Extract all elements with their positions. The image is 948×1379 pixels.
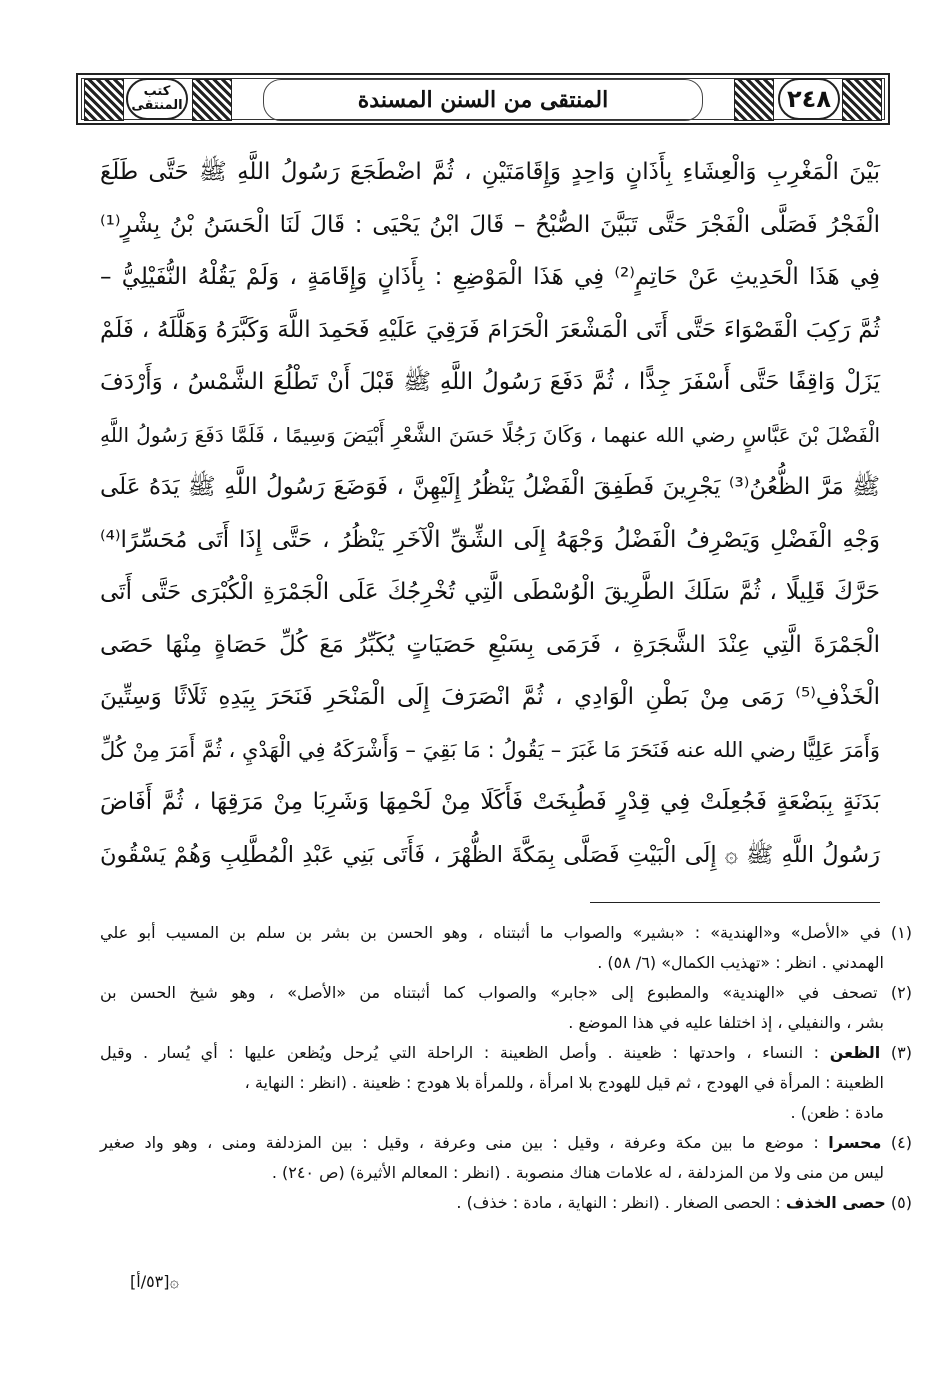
text-line — [100, 776, 880, 829]
footnote-text: : الحصى الصغار . (انظر : النهاية ، مادة : خذف) . — [456, 1193, 781, 1212]
running-header — [76, 73, 890, 125]
text-line-content: الْخَذْفِ⁽⁵⁾ رَمَى مِنْ بَطْنِ الْوَادِي ، ثُمَّ انْصَرَفَ إِلَى الْمَنْحَرِ فَنَحَرَ بِيَدِهِ ثَلَاثًا وَسِتِّينَ — [100, 684, 880, 710]
text-line-content: ﷺ مَرَّ الظُّعُنُ⁽³⁾ يَجْرِينَ فَطَفِقَ الْفَضْلُ يَنْظُرُ إِلَيْهِنَّ ، فَوَضَعَ رَسُولُ اللَّهِ ﷺ يَدَهُ عَلَى — [100, 474, 880, 500]
footnote-number: (٣) — [890, 1043, 912, 1062]
ornament-left-inner — [192, 79, 232, 121]
text-line-content: ثُمَّ رَكِبَ الْقَصْوَاءَ حَتَّى أَتَى الْمَشْعَرَ الْحَرَامَ فَرَقِيَ عَلَيْهِ فَحَمِدَ اللَّهَ وَكَبَّرَهُ وَهَلَّلَهُ ، فَلَمْ — [100, 316, 880, 343]
footnote-term: محسرا — [828, 1133, 882, 1152]
footnote-text: الظعينة : المرأة في الهودج ، ثم قيل للهودج بلا امرأة ، وللمرأة بلا هودج : ظعينة . (انظر : النهاية ، — [244, 1073, 884, 1092]
footnote-text: : موضع ما بين مكة وعرفة ، وقيل : بين منى وعرفة ، وقيل : بين المزدلفة ومنى ، وهو واد صغير — [100, 1133, 819, 1152]
ornament-right-inner — [734, 79, 774, 121]
footnote-line — [100, 1128, 912, 1158]
footnote-text: ليس من منى ولا من المزدلفة ، له علامات هناك منصوبة . (انظر : المعالم الأثيرة) (ص ٢٤٠) . — [271, 1163, 884, 1182]
text-line-content: وَأَمَرَ عَلِيًّا رضي الله عنه فَنَحَرَ مَا غَبَرَ – يَقُولُ : مَا بَقِيَ – وَأَشْرَكَهُ فِي الْهَدْيِ ، ثُمَّ أَمَرَ مِنْ كُلِّ — [100, 737, 880, 762]
main-text — [100, 146, 880, 881]
footnotes — [100, 918, 912, 1218]
page-number-cartouche — [778, 78, 840, 120]
page-number: ٢٤٨ — [787, 85, 831, 113]
logo-cartouche — [126, 78, 188, 120]
text-line-content: الْفَضْلَ بْنَ عَبَّاسٍ رضي الله عنهما ، وَكَانَ رَجُلًا حَسَنَ الشَّعْرِ أَبْيَضَ وَسِيمًا ، فَلَمَّا دَفَعَ رَسُولُ اللَّهِ — [100, 422, 880, 447]
footnote-line — [100, 1158, 912, 1188]
footnote-text: الهمدني . انظر : «تهذيب الكمال» (٦/ ٥٨) . — [597, 953, 884, 972]
footnote-line — [100, 1188, 912, 1218]
text-line-content: الْجَمْرَةَ الَّتِي عِنْدَ الشَّجَرَةِ ، فَرَمَى بِسَبْعِ حَصَيَاتٍ يُكَبِّرُ مَعَ كُلِّ حَصَاةٍ مِنْهَا حَصَى — [100, 631, 880, 658]
footnote-line — [100, 978, 912, 1008]
text-line — [100, 146, 880, 199]
footnote-text: مادة : ظعن) . — [790, 1103, 884, 1122]
footnote-line — [100, 948, 912, 978]
text-line-content: رَسُولُ اللَّهِ ﷺ ۞ إِلَى الْبَيْتِ فَصَلَّى بِمَكَّةَ الظُّهْرَ ، فَأَتَى بَنِي عَبْدِ الْمُطَّلِبِ وَهُمْ يَسْقُونَ — [100, 841, 880, 868]
footnote-number: (٥) — [890, 1193, 912, 1212]
text-line — [100, 724, 880, 777]
text-line — [100, 514, 880, 567]
footnote-text: تصحف في «الهندية» والمطبوع إلى «جابر» والصواب كما أثبتناه من «الأصل» ، وهو شيخ الحسن بن — [100, 983, 878, 1002]
ornament-right — [842, 79, 882, 121]
footnote-line — [100, 1068, 912, 1098]
text-line-content: الْفَجْرُ فَصَلَّى الْفَجْرَ حَتَّى تَبَيَّنَ الصُّبْحُ – قَالَ ابْنُ يَحْيَى : قَالَ لَنَا الْحَسَنُ بْنُ بِشْرٍ⁽¹⁾ — [100, 211, 880, 238]
footnote-line — [100, 1008, 912, 1038]
text-line — [100, 356, 880, 409]
text-line-content: يَزَلْ وَاقِفًا حَتَّى أَسْفَرَ جِدًّا ، ثُمَّ دَفَعَ رَسُولُ اللَّهِ ﷺ قَبْلَ أَنْ تَطْلُعَ الشَّمْسُ ، وَأَرْدَفَ — [100, 369, 880, 395]
ornament-left — [84, 79, 124, 121]
book-title: المنتقى من السنن المسندة — [263, 79, 703, 121]
text-line — [100, 409, 880, 462]
footnote-line — [100, 1038, 912, 1068]
footnote-text: : النساء ، واحدتها : ظعينة . وأصل الظعينة : الراحلة التي يُرحل ويُظعن عليها : أي يُسار . وقيل — [100, 1043, 820, 1062]
text-line — [100, 566, 880, 619]
text-line — [100, 304, 880, 357]
footnote-term: الظعن — [829, 1043, 881, 1062]
publisher-logo: كتب المنتقى — [131, 84, 183, 113]
footnote-term: حصى الخذف — [785, 1193, 886, 1212]
text-line — [100, 619, 880, 672]
text-line — [100, 829, 880, 882]
footnote-number: (٢) — [890, 983, 912, 1002]
manuscript-folio-marker: ۞[٥٣/أ] — [130, 1272, 179, 1291]
footnote-divider — [590, 902, 880, 903]
text-line-content: وَجْهِ الْفَضْلِ وَيَصْرِفُ الْفَضْلُ وَجْهَهُ إِلَى الشِّقِّ الْآخَرِ يَنْظُرُ ، حَتَّى إِذَا أَتَى مُحَسِّرًا⁽⁴⁾ — [100, 526, 880, 553]
text-line-content: فِي هَذَا الْحَدِيثِ عَنْ حَاتِمٍ⁽²⁾ فِي هَذَا الْمَوْضِعِ : بِأَذَانٍ وَإِقَامَةٍ ، وَلَمْ يَقُلْهُ النُّفَيْلِيُّ – — [100, 264, 880, 290]
text-line-content: بَيْنَ الْمَغْرِبِ وَالْعِشَاءِ بِأَذَانٍ وَاحِدٍ وَإِقَامَتَيْنِ ، ثُمَّ اضْطَجَعَ رَسُولُ اللَّهِ ﷺ حَتَّى طَلَعَ — [100, 159, 880, 185]
text-line — [100, 251, 880, 304]
footnote-line — [100, 1098, 912, 1128]
footnote-number: (٤) — [890, 1133, 912, 1152]
footnote-text: بشر ، والنفيلي ، إذ اختلفا عليه في هذا الموضع . — [568, 1013, 884, 1032]
text-line — [100, 461, 880, 514]
text-line-content: حَرَّكَ قَلِيلًا ، ثُمَّ سَلَكَ الطَّرِيقَ الْوُسْطَى الَّتِي تُخْرِجُكَ عَلَى الْجَمْرَةِ الْكُبْرَى حَتَّى أَتَى — [100, 579, 880, 605]
text-line-content: بَدَنَةٍ بِبَضْعَةٍ فَجُعِلَتْ فِي قِدْرٍ فَطُبِخَتْ فَأَكَلَا مِنْ لَحْمِهَا وَشَرِبَا مِنْ مَرَقِهَا ، ثُمَّ أَفَاضَ — [100, 789, 880, 815]
footnote-text: في «الأصل» و«الهندية» : «بشير» والصواب ما أثبتناه ، وهو الحسن بن بشر بن سلم بن المسيب أبو علي — [100, 923, 881, 942]
footnote-line — [100, 918, 912, 948]
footnote-number: (١) — [890, 923, 912, 942]
text-line — [100, 199, 880, 252]
text-line — [100, 671, 880, 724]
